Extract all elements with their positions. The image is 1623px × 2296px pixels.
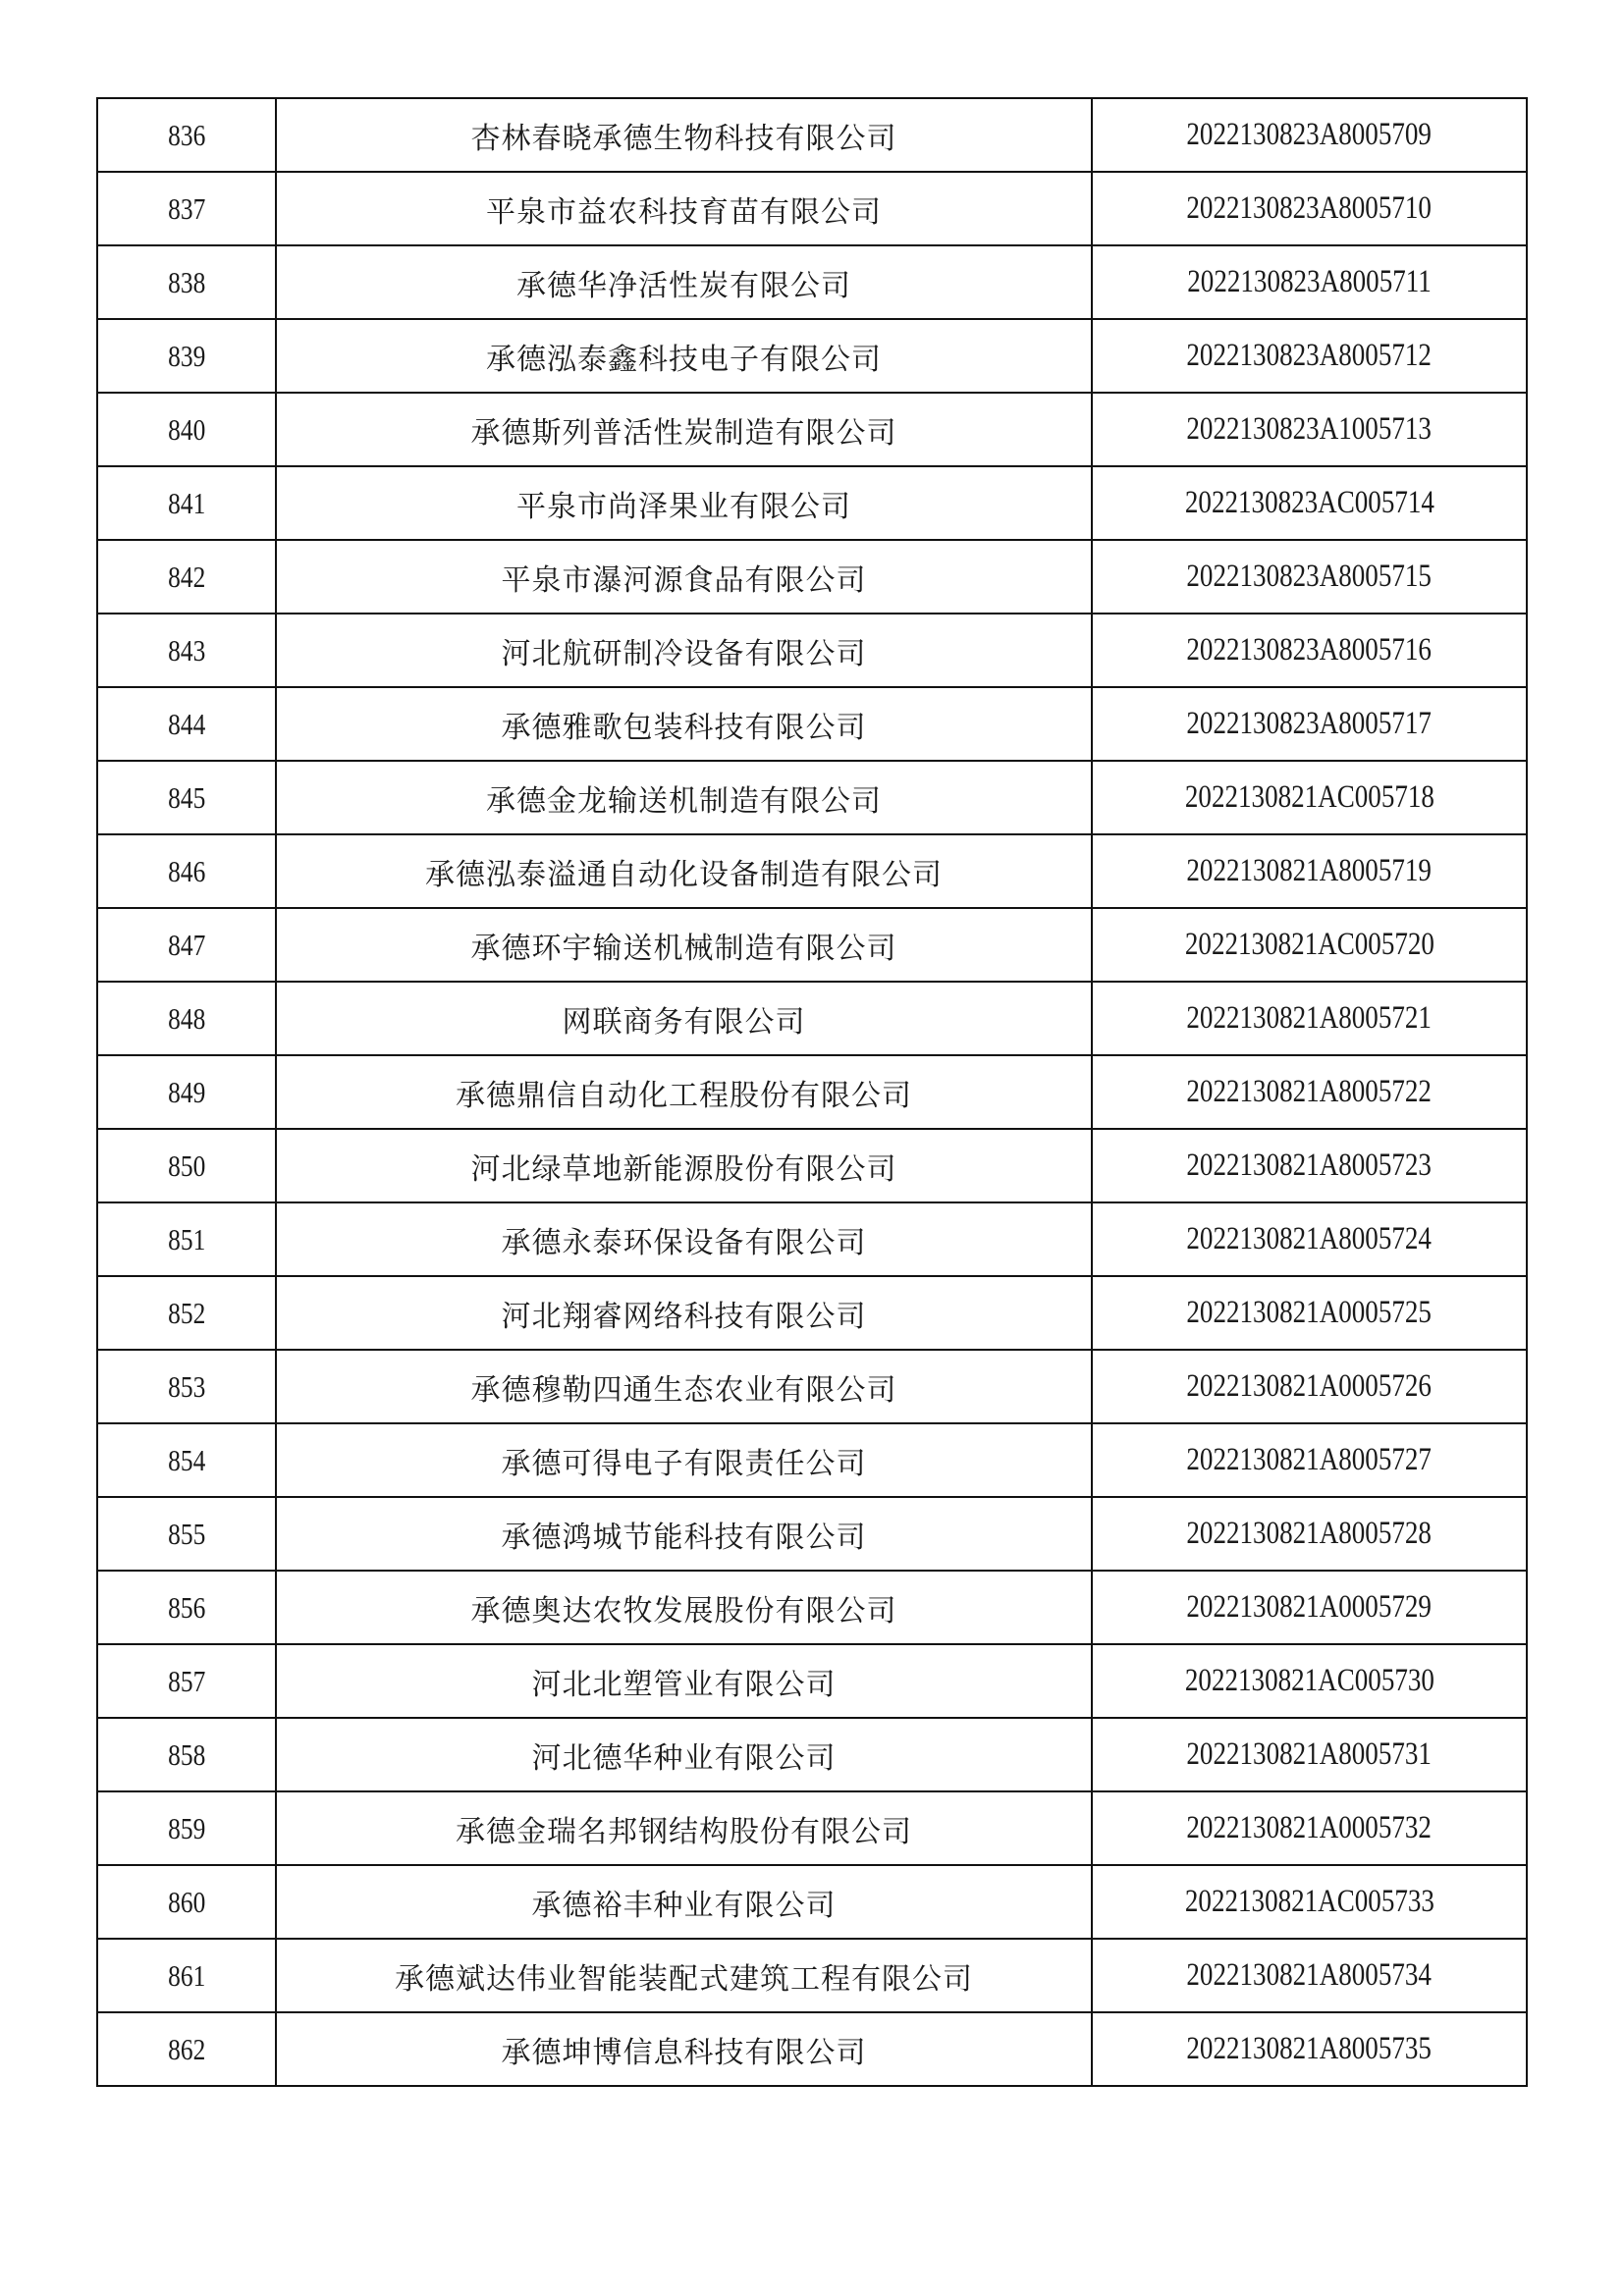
company-name-cell [276, 1644, 1092, 1718]
table-row [97, 1350, 1527, 1423]
company-name-cell [276, 1939, 1092, 2012]
serial-number: 857 [167, 1663, 206, 1698]
registration-code: 2022130821A0005725 [1186, 1295, 1433, 1330]
table-row [97, 1055, 1527, 1129]
registration-code: 2022130821AC005733 [1184, 1884, 1434, 1919]
serial-number: 848 [167, 1000, 206, 1036]
serial-number: 850 [167, 1148, 206, 1183]
company-registry-table [96, 97, 1528, 2087]
serial-number-cell [97, 1644, 276, 1718]
company-name: 承德鼎信自动化工程股份有限公司 [456, 1078, 912, 1113]
company-name-cell [276, 1423, 1092, 1497]
table-row [97, 761, 1527, 834]
serial-number-cell [97, 614, 276, 687]
registration-code-cell [1092, 1055, 1527, 1129]
table-row [97, 245, 1527, 319]
registration-code: 2022130823A8005717 [1186, 706, 1433, 741]
company-name-cell [276, 1571, 1092, 1644]
table-row [97, 1718, 1527, 1791]
registration-code: 2022130823A8005709 [1186, 117, 1433, 152]
table-row [97, 1276, 1527, 1350]
registration-code-cell [1092, 466, 1527, 540]
serial-number-cell [97, 982, 276, 1055]
company-name: 网联商务有限公司 [562, 1004, 806, 1040]
company-name: 承德雅歌包装科技有限公司 [501, 710, 867, 745]
serial-number: 836 [167, 117, 206, 152]
serial-number-cell [97, 1423, 276, 1497]
registration-code-cell [1092, 540, 1527, 614]
serial-number-cell [97, 1350, 276, 1423]
serial-number-cell [97, 1497, 276, 1571]
registration-code-cell [1092, 614, 1527, 687]
table-row [97, 614, 1527, 687]
serial-number: 849 [167, 1074, 206, 1109]
registration-code-cell [1092, 1129, 1527, 1202]
company-name: 承德金龙输送机制造有限公司 [486, 783, 882, 819]
company-name: 河北北塑管业有限公司 [531, 1667, 837, 1702]
serial-number-cell [97, 1202, 276, 1276]
company-name: 承德裕丰种业有限公司 [531, 1888, 837, 1923]
registration-code-cell [1092, 1423, 1527, 1497]
registration-code: 2022130821AC005718 [1184, 779, 1434, 815]
registration-code-cell [1092, 1644, 1527, 1718]
serial-number: 856 [167, 1589, 206, 1625]
company-name: 承德斌达伟业智能装配式建筑工程有限公司 [395, 1961, 973, 1997]
registration-code-cell [1092, 1718, 1527, 1791]
serial-number: 841 [167, 485, 206, 520]
company-name: 承德永泰环保设备有限公司 [501, 1225, 867, 1260]
company-name-cell [276, 1791, 1092, 1865]
serial-number-cell [97, 1055, 276, 1129]
table-row [97, 1202, 1527, 1276]
company-name-cell [276, 1276, 1092, 1350]
registration-code: 2022130823A8005710 [1186, 190, 1433, 226]
serial-number: 838 [167, 264, 206, 299]
company-name-cell [276, 1718, 1092, 1791]
serial-number-cell [97, 393, 276, 466]
serial-number: 853 [167, 1368, 206, 1404]
registration-code-cell [1092, 1571, 1527, 1644]
company-name: 河北德华种业有限公司 [531, 1740, 837, 1776]
registration-code: 2022130821A8005735 [1186, 2031, 1433, 2066]
registration-code: 2022130821A8005724 [1186, 1221, 1433, 1256]
company-name: 承德泓泰溢通自动化设备制造有限公司 [425, 857, 943, 892]
company-name-cell [276, 1129, 1092, 1202]
registration-code-cell [1092, 982, 1527, 1055]
registration-code-cell [1092, 1939, 1527, 2012]
registration-code-cell [1092, 1202, 1527, 1276]
serial-number-cell [97, 98, 276, 172]
table-row [97, 1423, 1527, 1497]
table-row [97, 1129, 1527, 1202]
table-row [97, 98, 1527, 172]
serial-number: 860 [167, 1884, 206, 1919]
serial-number: 847 [167, 927, 206, 962]
serial-number-cell [97, 1129, 276, 1202]
registration-code: 2022130821A8005727 [1186, 1442, 1433, 1477]
company-name-cell [276, 466, 1092, 540]
company-name-cell [276, 1350, 1092, 1423]
serial-number: 859 [167, 1810, 206, 1845]
table-row [97, 1571, 1527, 1644]
serial-number-cell [97, 172, 276, 245]
registration-code: 2022130821AC005730 [1184, 1663, 1434, 1698]
company-name: 河北绿草地新能源股份有限公司 [470, 1151, 897, 1187]
serial-number-cell [97, 540, 276, 614]
registration-code-cell [1092, 1497, 1527, 1571]
table-row [97, 1644, 1527, 1718]
company-name-cell [276, 687, 1092, 761]
registration-code: 2022130821A8005728 [1186, 1516, 1433, 1551]
registration-code: 2022130823A8005716 [1186, 632, 1433, 667]
company-name: 承德斯列普活性炭制造有限公司 [470, 415, 897, 451]
company-name: 承德可得电子有限责任公司 [501, 1446, 867, 1481]
serial-number: 844 [167, 706, 206, 741]
serial-number-cell [97, 1571, 276, 1644]
serial-number-cell [97, 908, 276, 982]
company-name-cell [276, 1865, 1092, 1939]
company-name: 平泉市瀑河源食品有限公司 [501, 562, 867, 598]
company-name-cell [276, 982, 1092, 1055]
table-row [97, 1865, 1527, 1939]
serial-number-cell [97, 687, 276, 761]
company-name-cell [276, 908, 1092, 982]
company-name-cell [276, 98, 1092, 172]
registration-code-cell [1092, 172, 1527, 245]
serial-number-cell [97, 1939, 276, 2012]
company-name: 平泉市益农科技育苗有限公司 [486, 194, 882, 230]
serial-number: 861 [167, 1957, 206, 1993]
company-name: 承德鸿城节能科技有限公司 [501, 1520, 867, 1555]
registration-code-cell [1092, 761, 1527, 834]
company-name: 承德坤博信息科技有限公司 [501, 2035, 867, 2070]
company-name: 承德穆勒四通生态农业有限公司 [470, 1372, 897, 1408]
registration-code: 2022130823A8005711 [1187, 264, 1432, 299]
registration-code-cell [1092, 1350, 1527, 1423]
company-name-cell [276, 614, 1092, 687]
registration-code: 2022130821A8005721 [1186, 1000, 1433, 1036]
table-row [97, 393, 1527, 466]
serial-number-cell [97, 2012, 276, 2086]
registration-code-cell [1092, 2012, 1527, 2086]
serial-number-cell [97, 834, 276, 908]
registration-code-cell [1092, 1276, 1527, 1350]
registration-code: 2022130821A0005726 [1186, 1368, 1433, 1404]
registration-code-cell [1092, 687, 1527, 761]
serial-number: 843 [167, 632, 206, 667]
company-name: 河北翔睿网络科技有限公司 [501, 1299, 867, 1334]
serial-number: 851 [167, 1221, 206, 1256]
registration-code: 2022130821A8005722 [1186, 1074, 1433, 1109]
registration-code: 2022130821A0005729 [1186, 1589, 1433, 1625]
company-name: 杏林春晓承德生物科技有限公司 [470, 121, 897, 156]
company-name-cell [276, 540, 1092, 614]
table-row [97, 2012, 1527, 2086]
serial-number-cell [97, 1865, 276, 1939]
table-row [97, 982, 1527, 1055]
serial-number: 842 [167, 559, 206, 594]
company-name-cell [276, 245, 1092, 319]
table-row [97, 319, 1527, 393]
table-row [97, 1791, 1527, 1865]
serial-number: 854 [167, 1442, 206, 1477]
registration-code-cell [1092, 393, 1527, 466]
registration-code: 2022130823A8005712 [1186, 338, 1433, 373]
serial-number: 858 [167, 1736, 206, 1772]
registration-code-cell [1092, 245, 1527, 319]
company-name-cell [276, 1055, 1092, 1129]
registration-code: 2022130823AC005714 [1184, 485, 1434, 520]
registration-code-cell [1092, 1791, 1527, 1865]
serial-number: 837 [167, 190, 206, 226]
company-name-cell [276, 2012, 1092, 2086]
table-row [97, 466, 1527, 540]
company-name-cell [276, 393, 1092, 466]
company-name: 河北航研制冷设备有限公司 [501, 636, 867, 671]
registration-code-cell [1092, 1865, 1527, 1939]
table-body [97, 98, 1527, 2086]
company-name-cell [276, 172, 1092, 245]
serial-number-cell [97, 1718, 276, 1791]
company-name-cell [276, 1202, 1092, 1276]
table-row [97, 1939, 1527, 2012]
table-row [97, 834, 1527, 908]
registration-code: 2022130821AC005720 [1184, 927, 1434, 962]
serial-number: 852 [167, 1295, 206, 1330]
registration-code: 2022130823A1005713 [1186, 411, 1433, 447]
company-name-cell [276, 319, 1092, 393]
registration-code-cell [1092, 98, 1527, 172]
company-name: 承德环宇输送机械制造有限公司 [470, 931, 897, 966]
registration-code: 2022130821A8005731 [1186, 1736, 1433, 1772]
company-name-cell [276, 834, 1092, 908]
company-name-cell [276, 761, 1092, 834]
serial-number: 855 [167, 1516, 206, 1551]
company-name: 承德泓泰鑫科技电子有限公司 [486, 342, 882, 377]
registration-code-cell [1092, 319, 1527, 393]
serial-number-cell [97, 1276, 276, 1350]
registration-code: 2022130821A8005719 [1186, 853, 1433, 888]
registration-code: 2022130821A8005723 [1186, 1148, 1433, 1183]
serial-number-cell [97, 466, 276, 540]
registration-code-cell [1092, 908, 1527, 982]
table-row [97, 687, 1527, 761]
serial-number-cell [97, 761, 276, 834]
company-name: 承德华净活性炭有限公司 [516, 268, 851, 303]
company-name: 平泉市尚泽果业有限公司 [516, 489, 851, 524]
registration-code-cell [1092, 834, 1527, 908]
registration-code: 2022130821A8005734 [1186, 1957, 1433, 1993]
serial-number-cell [97, 319, 276, 393]
company-name: 承德奥达农牧发展股份有限公司 [470, 1593, 897, 1629]
table-row [97, 908, 1527, 982]
company-name-cell [276, 1497, 1092, 1571]
serial-number: 840 [167, 411, 206, 447]
table-row [97, 172, 1527, 245]
serial-number: 862 [167, 2031, 206, 2066]
registration-code: 2022130823A8005715 [1186, 559, 1433, 594]
company-name: 承德金瑞名邦钢结构股份有限公司 [456, 1814, 912, 1849]
registration-code: 2022130821A0005732 [1186, 1810, 1433, 1845]
serial-number: 845 [167, 779, 206, 815]
table-row [97, 1497, 1527, 1571]
table-row [97, 540, 1527, 614]
serial-number-cell [97, 1791, 276, 1865]
serial-number: 839 [167, 338, 206, 373]
serial-number: 846 [167, 853, 206, 888]
serial-number-cell [97, 245, 276, 319]
